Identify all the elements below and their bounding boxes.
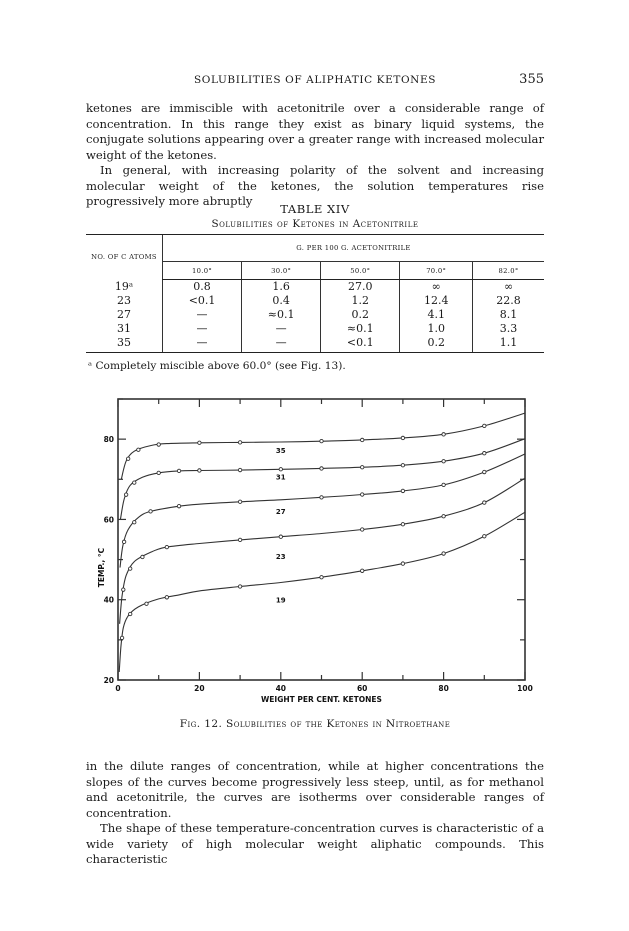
curve-19 (119, 512, 525, 672)
data-point (238, 585, 241, 588)
data-point (141, 555, 144, 558)
data-point (122, 588, 125, 591)
row-header: NO. OF C ATOMS (86, 235, 163, 280)
data-point (442, 483, 445, 486)
data-point (483, 470, 486, 473)
table-cell: 1.0 (400, 322, 473, 336)
data-point (238, 538, 241, 541)
data-point (483, 451, 486, 454)
data-point (320, 576, 323, 579)
data-point (198, 441, 201, 444)
table-cell: 0.4 (242, 294, 321, 308)
table-row (86, 280, 544, 295)
data-point (361, 569, 364, 572)
temp-header: 10.0° (163, 262, 242, 280)
data-point (483, 424, 486, 427)
table-cell: 4.1 (400, 308, 473, 322)
data-point (177, 504, 180, 507)
table-cell: — (242, 322, 321, 336)
paragraph-2: In general, with increasing polarity of the solvent and increasing molecular weight of the ketones, the solution temperatures rise progressively more abruptly (86, 163, 544, 208)
data-point (238, 468, 241, 471)
table-cell: ∞ (473, 280, 544, 295)
data-point (149, 510, 152, 513)
table-cell: ≈0.1 (242, 308, 321, 322)
data-point (361, 528, 364, 531)
table-cell: 8.1 (473, 308, 544, 322)
paragraph-4: The shape of these temperature-concentration curves is characteristic of a wide variety of high molecular weight aliphatic compounds. This characteristic (86, 821, 544, 866)
y-tick-label: 40 (103, 595, 114, 605)
x-tick-label: 100 (517, 684, 533, 693)
data-point (442, 552, 445, 555)
group-header: G. PER 100 G. ACETONITRILE (163, 235, 545, 262)
series-label: 31 (275, 473, 286, 482)
data-point (483, 501, 486, 504)
table-cell: 27.0 (321, 280, 400, 295)
running-head (86, 72, 544, 88)
chart-labels (97, 435, 533, 704)
table-cell: 0.8 (163, 280, 242, 295)
data-point (238, 441, 241, 444)
y-tick-label: 80 (103, 435, 114, 445)
data-point (401, 562, 404, 565)
curve-23 (120, 478, 525, 624)
data-point (361, 493, 364, 496)
paragraph-3: in the dilute ranges of concentration, while at higher concentrations the slopes of the curves become progressively less steep, until, as for methanol and acetonitrile, the curves are isotherms over considerable ranges of concentration. (86, 759, 544, 820)
data-point (401, 523, 404, 526)
bottom-text-block (86, 759, 544, 868)
page-number: 355 (519, 72, 544, 87)
table-footnote: ᵃ Completely miscible above 60.0° (see Fig. 13). (88, 360, 346, 372)
data-point (157, 443, 160, 446)
x-tick-label: 80 (438, 684, 449, 693)
data-point (165, 596, 168, 599)
data-point (483, 535, 486, 538)
carbon-count: 35 (86, 336, 163, 353)
temp-header: 70.0° (400, 262, 473, 280)
series-label: 35 (275, 447, 286, 456)
data-point (361, 438, 364, 441)
data-point (126, 457, 129, 460)
table-cell: 12.4 (400, 294, 473, 308)
table-row (86, 294, 544, 308)
table-cell: 3.3 (473, 322, 544, 336)
table-cell: — (163, 308, 242, 322)
figure (97, 393, 540, 715)
data-point (129, 612, 132, 615)
table-cell: 1.2 (321, 294, 400, 308)
table-cell: ∞ (400, 280, 473, 295)
data-point (133, 521, 136, 524)
table-cell: — (163, 336, 242, 353)
carbon-count: 27 (117, 308, 131, 321)
x-tick-label: 40 (275, 684, 287, 693)
table-cell: <0.1 (163, 294, 242, 308)
data-point (401, 436, 404, 439)
data-point (442, 460, 445, 463)
data-point (124, 493, 127, 496)
figure-caption: Fig. 12. Solubilities of the Ketones in Nitroethane (179, 718, 451, 730)
data-point (442, 433, 445, 436)
y-axis-label: TEMP., °C (97, 547, 106, 588)
table-cell: 0.2 (321, 308, 400, 322)
data-point (122, 540, 125, 543)
x-tick-label: 60 (356, 684, 368, 693)
table-subtitle: Solubilities of Ketones in Acetonitrile (211, 218, 419, 230)
data-point (165, 545, 168, 548)
data-point (320, 467, 323, 470)
data-point (401, 464, 404, 467)
data-point (120, 636, 123, 639)
table-cell: 1.6 (242, 280, 321, 295)
data-point (129, 567, 132, 570)
data-point (320, 439, 323, 442)
series-label: 27 (275, 507, 286, 516)
chart-curves (119, 413, 525, 672)
data-point (279, 535, 282, 538)
table-cell: <0.1 (321, 336, 400, 353)
solubility-table (86, 234, 544, 353)
data-point (133, 481, 136, 484)
top-text-block (86, 101, 544, 210)
carbon-count: 19ᵃ (114, 279, 134, 293)
paragraph-1: ketones are immiscible with acetonitrile over a considerable range of concentration. In this range they exist as binary liquid systems, the conjugate solutions appearing over a greater range with increased molecular weight of the ketones. (86, 101, 544, 162)
data-point (320, 496, 323, 499)
table-row (86, 336, 544, 353)
solubility-chart (97, 393, 540, 711)
x-axis-label: WEIGHT PER CENT. KETONES (261, 695, 382, 704)
temp-header: 82.0° (473, 262, 544, 280)
table-row (86, 308, 544, 322)
table-cell: 1.1 (473, 336, 544, 353)
table-cell: — (242, 336, 321, 353)
data-point (361, 466, 364, 469)
table-cell: ≈0.1 (321, 322, 400, 336)
data-point (145, 602, 148, 605)
data-point (401, 489, 404, 492)
carbon-count: 31 (117, 322, 131, 335)
temp-header: 30.0° (242, 262, 321, 280)
data-point (177, 469, 180, 472)
running-title: SOLUBILITIES OF ALIPHATIC KETONES (193, 74, 437, 86)
data-point (238, 500, 241, 503)
data-point (198, 469, 201, 472)
data-point (137, 448, 140, 451)
series-label: 23 (275, 552, 286, 561)
table-cell: 0.2 (400, 336, 473, 353)
temp-header: 50.0° (321, 262, 400, 280)
y-tick-label: 60 (103, 515, 114, 525)
y-tick-label: 20 (103, 676, 114, 685)
x-tick-label: 0 (115, 684, 121, 693)
data-point (279, 468, 282, 471)
x-tick-label: 20 (194, 684, 205, 693)
table-cell: 22.8 (473, 294, 544, 308)
table-cell: — (163, 322, 242, 336)
series-label: 19 (275, 596, 286, 605)
carbon-count: 23 (117, 294, 131, 307)
data-point (157, 471, 160, 474)
table-title: TABLE XIV (280, 202, 350, 216)
data-point (442, 515, 445, 518)
table-row (86, 322, 544, 336)
